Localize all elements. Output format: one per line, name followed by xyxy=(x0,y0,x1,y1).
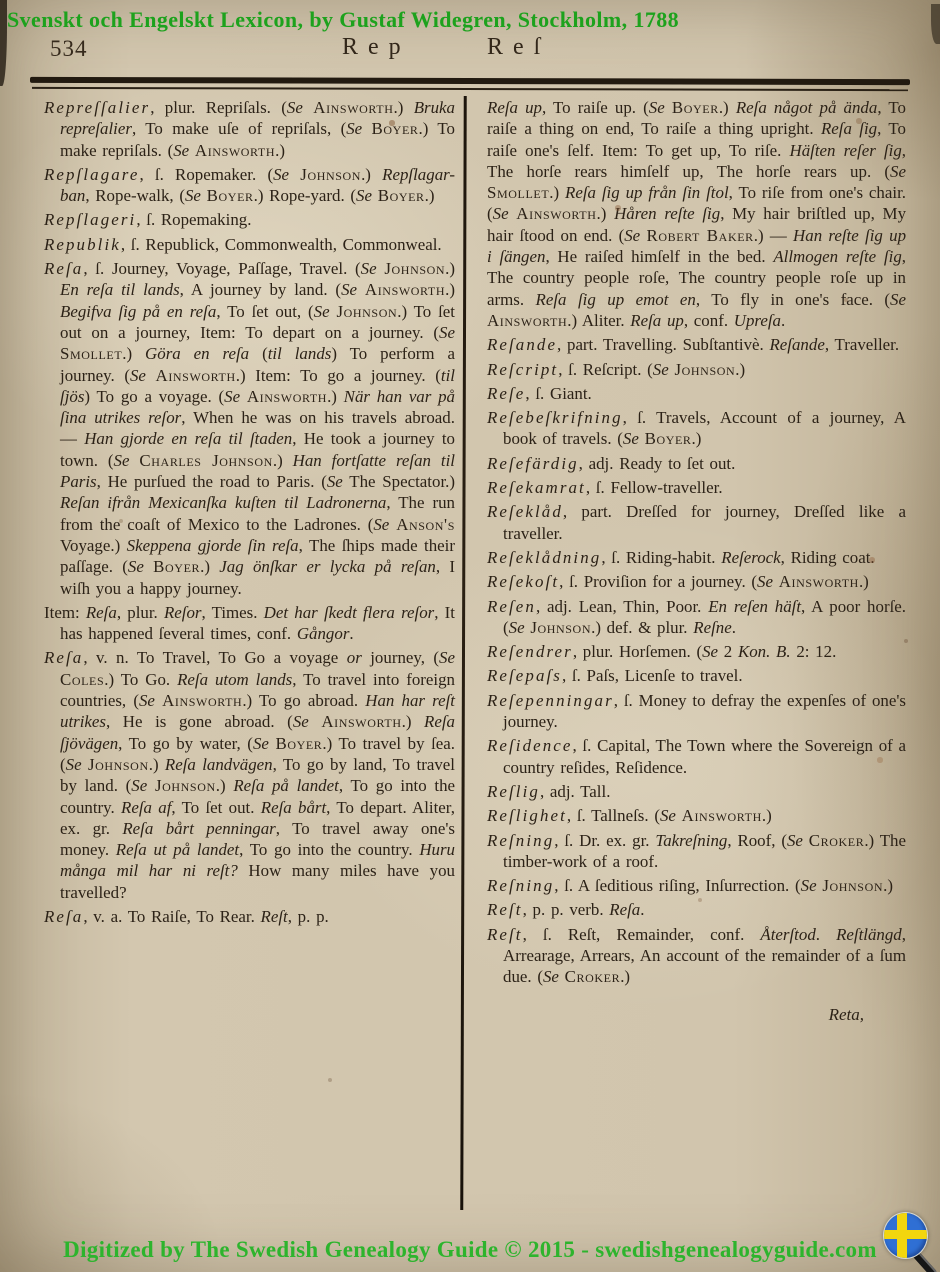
dictionary-entry: Reſeklådning, ſ. Riding-habit. Reſerock, Riding coat. xyxy=(487,547,875,567)
italic-phrase: Se xyxy=(890,161,906,181)
italic-phrase: Reſa på landet xyxy=(233,776,339,796)
reference-name: Ainsworth xyxy=(194,140,276,160)
italic-phrase: Se xyxy=(341,280,358,300)
italic-phrase: Reſne xyxy=(693,617,732,637)
italic-phrase: Huru många mil har ni reſt? xyxy=(60,840,455,881)
dictionary-entry: Reſlig, adj. Tall. xyxy=(487,781,611,801)
reference-name: Boyer xyxy=(644,429,692,449)
headword: Republik xyxy=(44,234,121,254)
italic-phrase: Se xyxy=(800,876,817,896)
dictionary-entry: Repſlagare, ſ. Ropemaker. (Se Johnson.) Repſlagar-ban, Rope-walk, (Se Boyer.) Rope-yard. (Se Boyer.) xyxy=(44,164,455,206)
dictionary-entry: Reſepaſs, ſ. Paſs, Licenſe to travel. xyxy=(487,666,743,686)
italic-phrase: Se xyxy=(652,359,669,379)
italic-phrase: Det har ſkedt flera reſor xyxy=(263,602,435,622)
dictionary-entry: Repſlageri, ſ. Ropemaking. xyxy=(44,210,252,230)
dictionary-entry: Reſcript, ſ. Reſcript. (Se Johnson.) xyxy=(487,359,746,379)
reference-name: Ainsworth xyxy=(162,691,243,711)
italic-phrase: Reſa ut på landet xyxy=(115,840,240,860)
italic-phrase: or xyxy=(346,648,362,668)
reference-name: Johnson xyxy=(336,301,398,321)
italic-phrase: Reſa utom lands xyxy=(177,669,293,689)
headword: Reſepenningar xyxy=(487,690,614,710)
headword: Reſa xyxy=(44,259,84,279)
italic-phrase: Se xyxy=(326,472,343,492)
header-rule-thin xyxy=(32,87,908,91)
dictionary-entry: Reſendrer, plur. Horſemen. (Se 2 Kon. B. 2: 12. xyxy=(487,642,837,662)
reference-name: Boyer xyxy=(153,557,201,577)
dictionary-entry: Reſt, ſ. Reſt, Remainder, conf. Återſtod. Reſtlängd, Arrearage, Arrears, An account of the remainder of a ſum due. (Se Croker.) xyxy=(487,924,906,987)
dictionary-entry: Repreſſalier, plur. Repriſals. (Se Ainsworth.) Bruka repreſalier, To make uſe of repriſals, (Se Boyer.) To make repriſals. (Se Ainsworth.) xyxy=(44,98,455,160)
headword: Reſt xyxy=(487,900,523,920)
italic-phrase: til lands xyxy=(267,344,332,364)
swedish-flag-lens xyxy=(883,1212,928,1259)
headword: Reſekoſt xyxy=(487,572,560,592)
italic-phrase: Han reſte ſig up i ſängen xyxy=(487,225,907,267)
italic-phrase: Reſa ſig up från ſin ſtol xyxy=(565,183,729,203)
header-rule-thick xyxy=(30,77,910,85)
italic-phrase: Reſa ſjövägen xyxy=(60,712,455,753)
italic-phrase: Häſten reſer ſig xyxy=(789,140,902,160)
italic-phrase: Se xyxy=(439,648,455,668)
scan-edge-artifact-right xyxy=(931,4,940,44)
headword: Reſning xyxy=(487,876,555,896)
reference-name: Ainsworth xyxy=(778,572,859,592)
italic-phrase: Se xyxy=(138,691,155,711)
italic-phrase: Se xyxy=(702,642,719,662)
italic-phrase: Reſa xyxy=(609,900,641,920)
left-column-entries xyxy=(44,97,455,927)
italic-phrase: Skeppena gjorde ſin reſa xyxy=(126,535,299,555)
reference-name: Ainsworth xyxy=(364,280,446,300)
italic-phrase: Se xyxy=(224,386,241,406)
italic-phrase: Se xyxy=(173,140,190,160)
dictionary-entry: Reſande, part. Travelling. Subſtantivè. Reſande, Traveller. xyxy=(487,335,900,355)
reference-name: Smollet xyxy=(487,183,550,203)
italic-phrase: Reſt xyxy=(260,906,288,926)
italic-phrase: Se xyxy=(286,98,303,117)
italic-phrase: Reſtlängd xyxy=(836,924,902,944)
italic-phrase: Kon. B. xyxy=(737,642,791,662)
headword: Repſlageri xyxy=(44,210,137,230)
reference-name: Ainsworth xyxy=(155,365,236,385)
italic-phrase: Se xyxy=(757,572,773,592)
dictionary-entry: Reſefärdig, adj. Ready to ſet out. xyxy=(487,453,736,473)
reference-name: Johnson xyxy=(384,259,446,279)
reference-name: Robert Baker xyxy=(646,225,754,245)
reference-name: Johnson xyxy=(300,164,362,184)
italic-phrase: Se xyxy=(129,365,146,385)
italic-phrase: En reſa til lands xyxy=(60,280,180,300)
headword: Reſa xyxy=(44,648,84,668)
headword: Reſendrer xyxy=(487,642,573,662)
digitization-credit: Digitized by The Swedish Genealogy Guide © 2015 - swedishgenealogyguide.com xyxy=(63,1237,877,1262)
dictionary-entry: Reſidence, ſ. Capital, The Town where the Sovereign of a country reſides, Reſidence. xyxy=(487,736,906,777)
headword: Reſt xyxy=(487,924,523,944)
italic-phrase: Se xyxy=(127,557,144,577)
italic-phrase: Se xyxy=(624,225,641,245)
headword: Repſlagare xyxy=(44,164,140,184)
italic-phrase: Se xyxy=(373,514,390,534)
italic-phrase: Reſerock xyxy=(721,547,781,567)
dictionary-entry: Reſen, adj. Lean, Thin, Poor. En reſen häſt, A poor horſe. (Se Johnson.) def. & plur. Reſne. xyxy=(487,596,906,637)
headword: Reſcript xyxy=(487,359,559,379)
dictionary-entry: Item: Reſa, plur. Reſor, Times. Det har ſkedt flera reſor, It has happened ſeveral times, conf. Gångor. xyxy=(44,602,455,644)
headword: Reſepaſs xyxy=(487,666,562,686)
dictionary-entry: Reſeklåd, part. Dreſſed for journey, Dreſſed like a traveller. xyxy=(487,502,906,543)
italic-phrase: Se xyxy=(313,301,330,321)
italic-phrase: Reſa ſig xyxy=(820,119,878,139)
italic-phrase: Reſa bårt xyxy=(260,797,327,817)
headword: Reſeklådning xyxy=(487,547,602,567)
dictionary-entry: Reſa up, To raiſe up. (Se Boyer.) Reſa något på ända, To raiſe a thing on end, To raiſe a thing upright. Reſa ſig, To raiſe one's ſelf. Item: To get up, To riſe. Häſten reſer ſig, The horſe rears himſelf up, The horſe rears up. (Se Smollet.) Reſa ſig up från ſin ſtol, To riſe from one's chair. (Se Ainsworth.) Håren reſte ſig, My hair briſtled up, My hair ſtood on end. (Se Robert Baker.) — Han reſte ſig up i ſängen, He raiſed himſelf in the bed. Allmogen reſte ſig, The country people roſe, The country people roſe up in arms. Reſa ſig up emot en, To fly in one's face. (Se Ainsworth.) Aliter. Reſa up, conf. Upreſa. xyxy=(487,98,907,330)
dictionary-entry: Reſa, v. n. To Travel, To Go a voyage or journey, (Se Coles.) To Go. Reſa utom lands, To travel into foreign countries, (Se Ainsworth.) To go abroad. Han har reſt utrikes, He is gone abroad. (Se Ainsworth.) Reſa ſjövägen, To go by water, (Se Boyer.) To travel by ſea. (Se Johnson.) Reſa landvägen, To go by land, To travel by land. (Se Johnson.) Reſa på landet, To go into the country. Reſa af, To ſet out. Reſa bårt, To depart. Aliter, ex. gr. Reſa bårt penningar, To travel away one's money. Reſa ut på landet, To go into the country. Huru många mil har ni reſt? How many miles have you travelled? xyxy=(44,648,456,902)
swedish-flag-magnifier-icon xyxy=(883,1212,940,1272)
headword: Repreſſalier xyxy=(44,98,151,117)
dictionary-entry: Reſning, ſ. Dr. ex. gr. Takreſning, Roof, (Se Croker.) The timber-work of a roof. xyxy=(487,830,907,871)
italic-phrase: Se xyxy=(890,289,906,309)
headword: Reſen xyxy=(487,596,536,616)
reference-name: Ainsworth xyxy=(313,98,394,117)
reference-name: Johnson xyxy=(822,876,884,896)
reference-name: Boyer xyxy=(206,186,254,206)
reference-name: Ainsworth xyxy=(487,310,568,330)
italic-phrase: Se xyxy=(542,967,559,987)
headword: Reſidence xyxy=(487,736,573,756)
italic-phrase: Reſande xyxy=(769,335,825,355)
scan-title: Svenskt och Engelskt Lexicon, by Gustaf Widegren, Stockholm, 1788 xyxy=(7,7,680,32)
italic-phrase: Se xyxy=(508,617,525,637)
italic-phrase: Reſan ifrån Mexicanſka kuſten til Ladronerna xyxy=(60,493,387,513)
reference-name: Anson's xyxy=(396,514,455,534)
reference-name: Boyer xyxy=(671,98,719,117)
reference-name: Croker xyxy=(564,967,621,987)
reference-name: Johnson xyxy=(530,617,592,637)
italic-phrase: Reſa up xyxy=(630,310,684,330)
italic-phrase: Se xyxy=(346,119,363,139)
italic-phrase: Göra en reſa xyxy=(145,344,250,364)
italic-phrase: Återſtod xyxy=(760,924,816,944)
italic-phrase: til ſjös xyxy=(60,365,455,406)
italic-phrase: Reſa af xyxy=(121,797,172,817)
italic-phrase: Reſa ſig up emot en xyxy=(535,289,696,309)
dictionary-entry: Reſa, ſ. Journey, Voyage, Paſſage, Travel. (Se Johnson.) En reſa til lands, A journey by land. (Se Ainsworth.) Begifva ſig på en reſa, To ſet out, (Se Johnson.) To ſet out on a journey, Item: To depart on a journey. (Se Smollet.) Göra en reſa (til lands) To perform a journey. (Se Ainsworth.) Item: To go a journey. (til ſjös) To go a voyage. (Se Ainsworth.) När han var på ſina utrikes reſor, When he was on his travels abroad. — Han gjorde en reſa til ſtaden, He took a journey to town. (Se Charles Johnson.) Han fortſatte reſan til Paris, He purſued the road to Paris. (Se The Spectator.) Reſan ifrån Mexicanſka kuſten til Ladronerna, The run from the coaſt of Mexico to the Ladrones. (Se Anson's Voyage.) Skeppena gjorde ſin reſa, The ſhips made their paſſage. (Se Boyer.) Jag önſkar er lycka på reſan, I wiſh you a happy journey. xyxy=(44,259,456,598)
reference-name: Boyer xyxy=(377,186,425,206)
headword: Reſeklåd xyxy=(487,502,563,522)
running-head-res: Reſ xyxy=(487,34,551,60)
headword: Reſande xyxy=(487,335,558,355)
italic-phrase: Se xyxy=(252,733,269,753)
reference-name: Croker xyxy=(808,830,865,850)
italic-phrase: Takreſning xyxy=(655,830,728,850)
page-number: 534 xyxy=(50,36,88,61)
italic-phrase: Se xyxy=(622,429,639,449)
italic-phrase: Reſor xyxy=(163,602,202,622)
italic-phrase: Se xyxy=(492,204,509,224)
italic-phrase: Begifva ſig på en reſa xyxy=(60,301,217,321)
reference-name: Boyer xyxy=(371,119,419,139)
catchword: Reta, xyxy=(828,1004,864,1024)
italic-phrase: Se xyxy=(786,830,803,850)
italic-phrase: Han fortſatte reſan til Paris xyxy=(60,450,455,492)
reference-name: Ainsworth xyxy=(321,712,402,732)
dictionary-entry: Reſekoſt, ſ. Proviſion for a journey. (Se Ainsworth.) xyxy=(487,572,869,592)
dictionary-entry: Republik, ſ. Republick, Commonwealth, Commonweal. xyxy=(44,234,442,254)
italic-phrase: Se xyxy=(356,186,372,206)
italic-phrase: Reſa något på ända xyxy=(735,98,878,117)
headword: Reſa xyxy=(44,906,84,926)
reference-name: Johnson xyxy=(87,754,149,774)
reference-name: Johnson xyxy=(154,776,216,796)
italic-phrase: Repſlagar-ban xyxy=(60,164,455,206)
italic-phrase: Allmogen reſte ſig xyxy=(773,247,902,267)
dictionary-entry: Reſt, p. p. verb. Reſa. xyxy=(487,900,645,920)
italic-phrase: Han har reſt utrikes xyxy=(60,691,455,732)
reference-name: Johnson xyxy=(674,359,736,379)
right-column xyxy=(487,97,906,1025)
italic-phrase: Se xyxy=(131,776,148,796)
reference-name: Ainsworth xyxy=(246,386,328,406)
running-head-rep: Rep xyxy=(342,34,411,60)
italic-phrase: Upreſa xyxy=(733,310,781,330)
italic-phrase: Reſa landvägen xyxy=(164,754,273,774)
reference-name: Ainsworth xyxy=(681,806,762,826)
paper-stains xyxy=(0,0,2,2)
italic-phrase: Se xyxy=(113,450,130,470)
headword: Reſekamrat xyxy=(487,478,586,498)
italic-phrase: Jag önſkar er lycka på reſan xyxy=(219,557,436,577)
dictionary-entry: Reſe, ſ. Giant. xyxy=(487,383,592,403)
reference-name: Boyer xyxy=(275,733,323,753)
column-divider xyxy=(460,96,466,1210)
italic-phrase: Se xyxy=(439,322,455,342)
italic-phrase: Gångor xyxy=(296,624,350,644)
italic-phrase: Se xyxy=(65,754,82,774)
italic-phrase: Bruka repreſalier xyxy=(60,98,455,139)
italic-phrase: Se xyxy=(648,98,665,117)
headword: Reſebeſkrifning xyxy=(487,408,623,428)
dictionary-entry: Reſlighet, ſ. Tallneſs. (Se Ainsworth.) xyxy=(487,806,772,826)
dictionary-entry: Reſning, ſ. A ſeditious riſing, Inſurrection. (Se Johnson.) xyxy=(487,876,893,896)
dictionary-entry: Reſekamrat, ſ. Fellow-traveller. xyxy=(487,478,723,498)
dictionary-entry: Reſepenningar, ſ. Money to defray the expenſes of one's journey. xyxy=(487,690,906,732)
dictionary-entry: Reſebeſkrifning, ſ. Travels, Account of a journey, A book of travels. (Se Boyer.) xyxy=(487,408,906,449)
headword: Reſlighet xyxy=(487,806,567,826)
left-column xyxy=(44,97,455,930)
right-column-entries xyxy=(487,97,906,988)
italic-phrase: En reſen häſt xyxy=(708,596,802,616)
italic-phrase: Se xyxy=(273,164,290,184)
reference-name: Smollet xyxy=(60,344,123,364)
italic-phrase: Håren reſte ſig xyxy=(614,204,721,224)
italic-phrase: Se xyxy=(659,806,676,826)
reference-name: Ainsworth xyxy=(516,204,597,224)
flag-cross-horizontal xyxy=(884,1230,927,1239)
headword: Reſlig xyxy=(487,781,540,801)
italic-phrase: Reſa xyxy=(85,602,117,622)
scan-edge-artifact-left xyxy=(0,0,7,86)
headword: Reſe xyxy=(487,383,526,403)
reference-name: Coles xyxy=(60,669,105,689)
reference-name: Charles Johnson xyxy=(139,450,273,470)
italic-phrase: Se xyxy=(360,259,377,279)
italic-phrase: Se xyxy=(184,186,201,206)
dictionary-entry: Reſa, v. a. To Raiſe, To Rear. Reſt, p. p. xyxy=(44,906,329,926)
italic-phrase: Se xyxy=(292,712,309,732)
headword: Reſefärdig xyxy=(487,453,579,473)
italic-phrase: När han var på ſina utrikes reſor xyxy=(60,386,455,428)
italic-phrase: Reſa up xyxy=(487,98,542,117)
headword: Reſning xyxy=(487,830,555,850)
italic-phrase: Reſa bårt penningar xyxy=(122,818,276,838)
italic-phrase: Han gjorde en reſa til ſtaden xyxy=(84,429,293,449)
